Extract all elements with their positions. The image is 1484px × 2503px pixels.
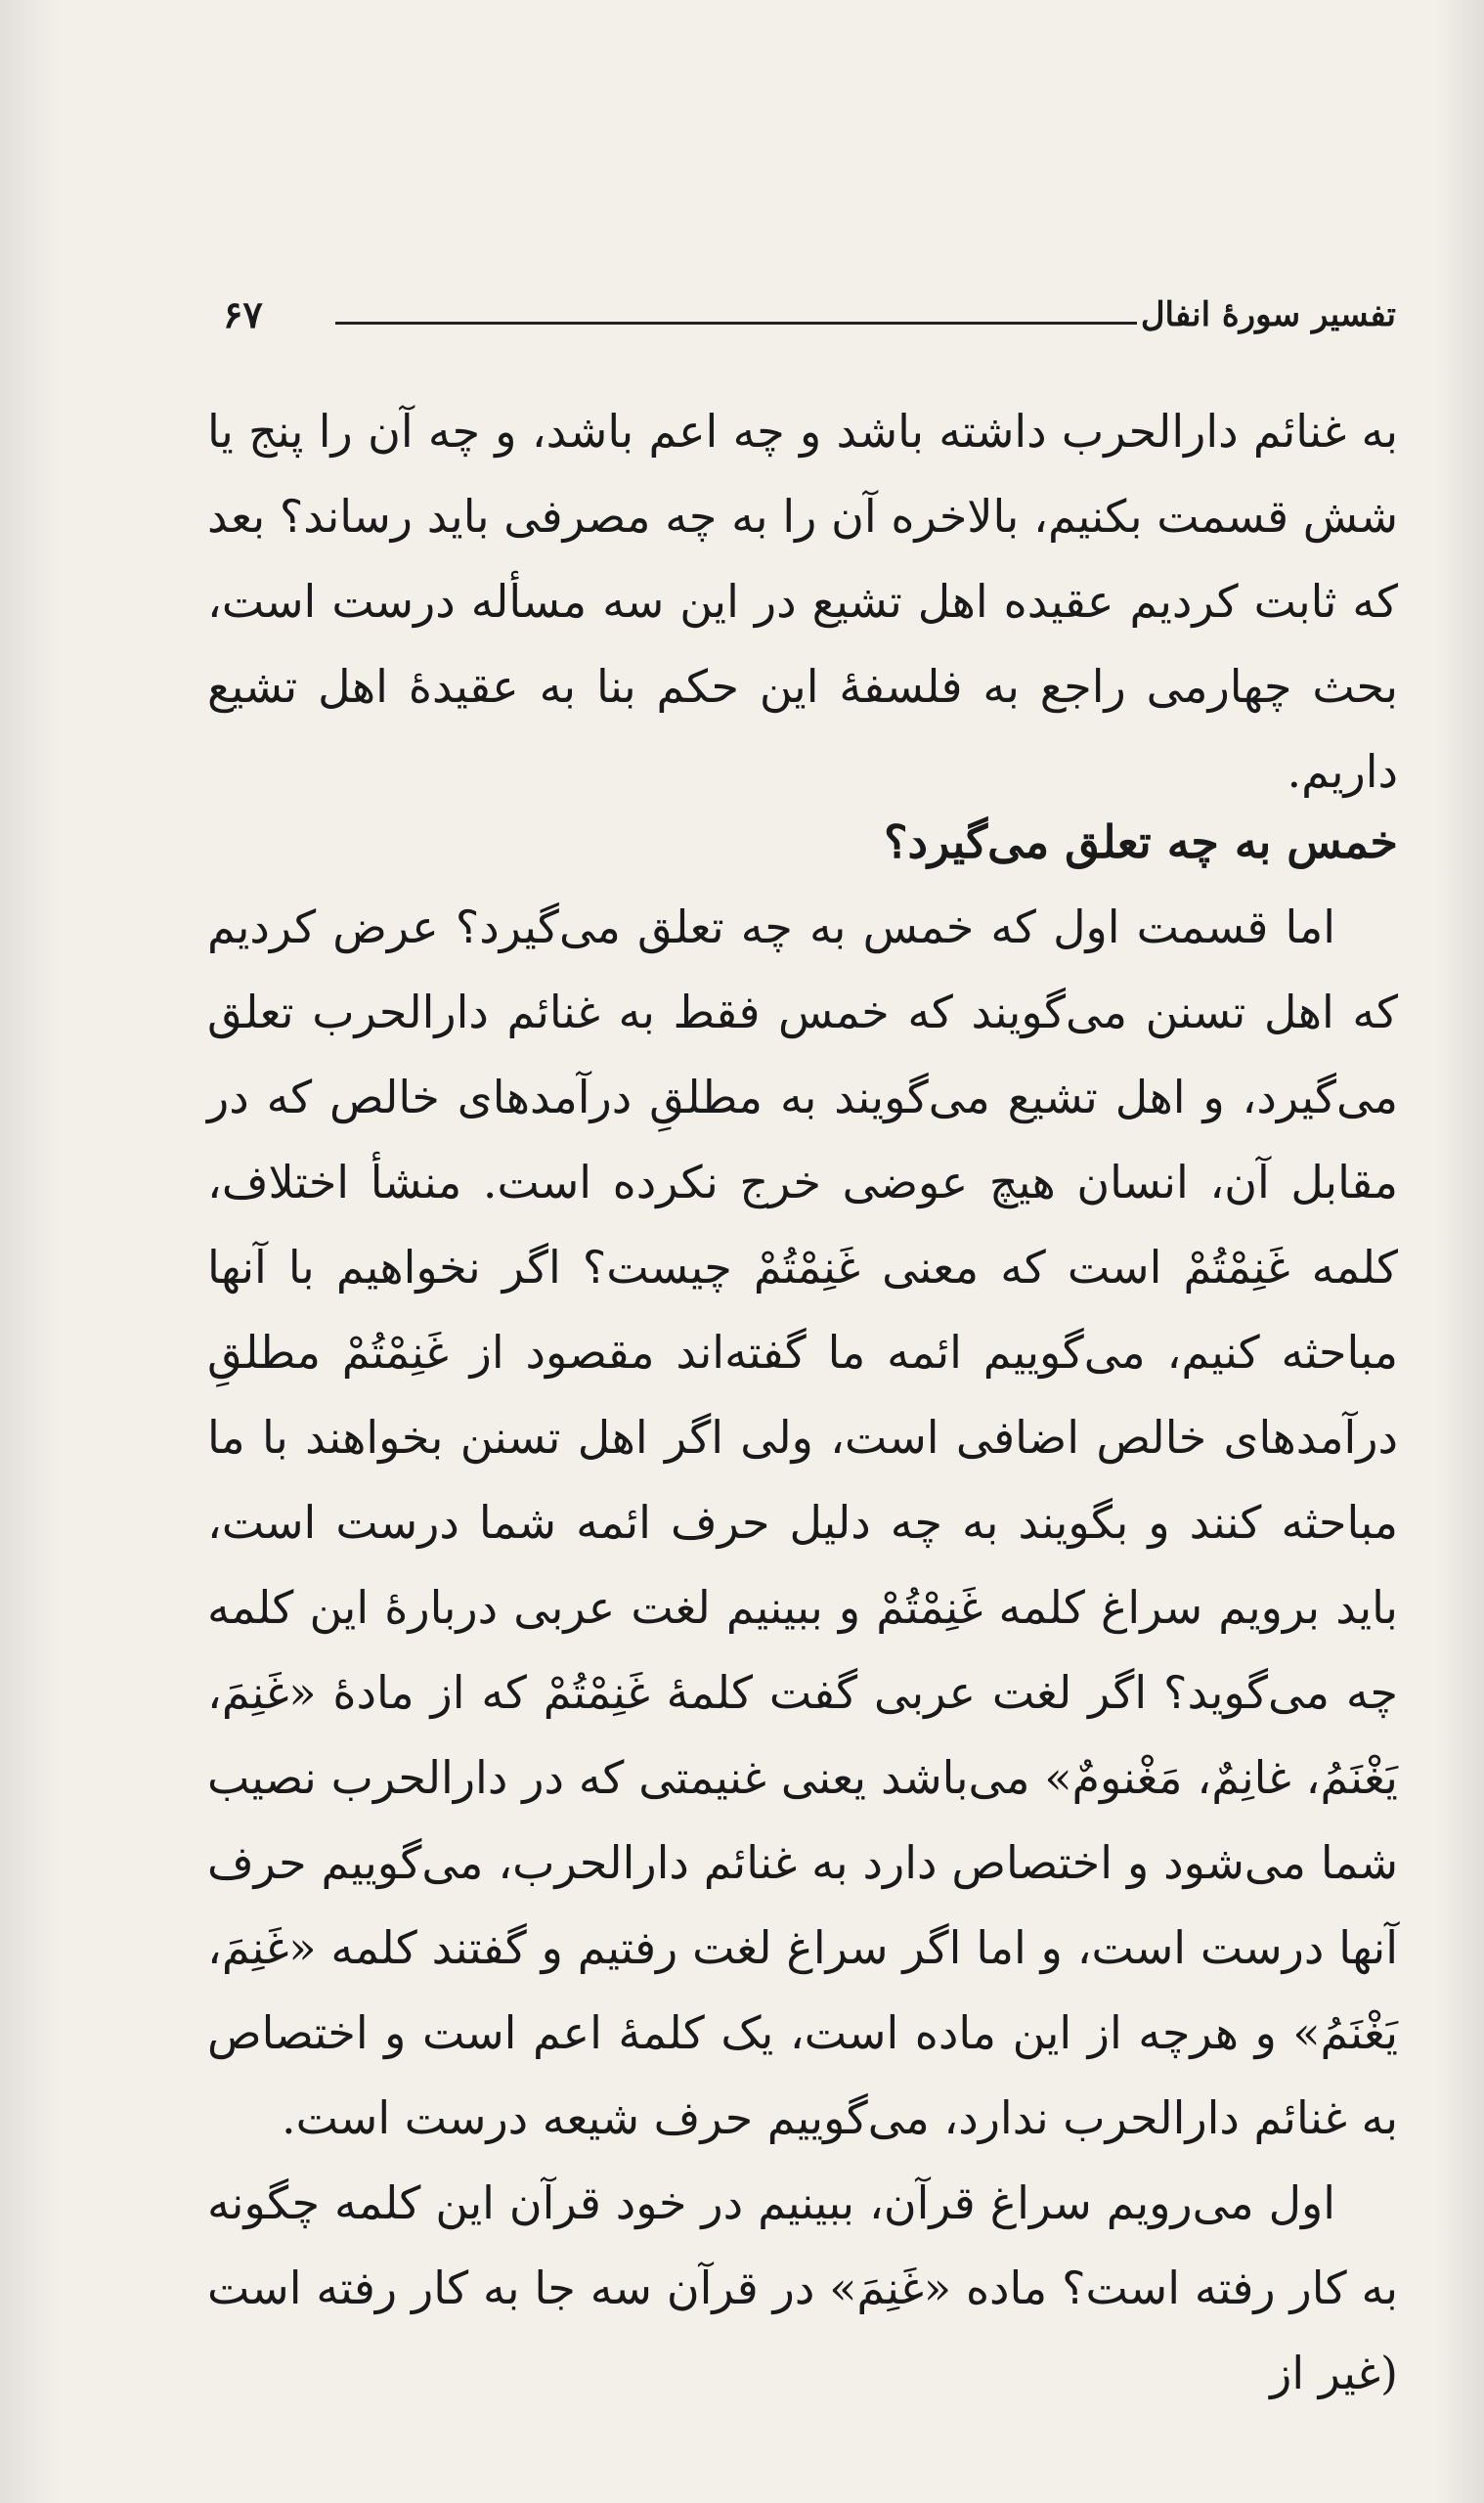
page-number: ۶۷ [223, 292, 263, 336]
running-head-rule [335, 322, 1137, 325]
paragraph-1: اما قسمت اول که خمس به چه تعلق می‌گیرد؟ عرض کردیم که اهل تسنن می‌گویند که خمس فقط به غنائم دارالحرب تعلق می‌گیرد، و اهل تشیع می‌گویند به مطلقِ درآمدهای خالص که در مقابل آن، انسان هیچ عوضی خرج نکرده است. منشأ اختلاف، کلمه غَنِمْتُمْ است که معنی غَنِمْتُمْ چیست؟ اگر نخواهیم با آنها مباحثه کنیم، می‌گوییم ائمه ما گفته‌اند مقصود از غَنِمْتُمْ مطلقِ درآمدهای خالص اضافی است، ولی اگر اهل تسنن بخواهند با ما مباحثه کنند و بگویند به چه دلیل حرف ائمه شما درست است، باید برویم سراغ کلمه غَنِمْتُمْ و ببینیم لغت عربی دربارهٔ این کلمه چه می‌گوید؟ اگر لغت عربی گفت کلمهٔ غَنِمْتُمْ که از مادهٔ «غَنِمَ، یَغْنَمُ، غانِمٌ، مَغْنومٌ» می‌باشد یعنی غنیمتی که در دارالحرب نصیب شما می‌شود و اختصاص دارد به غنائم دارالحرب، می‌گوییم حرف آنها درست است، و اما اگر سراغ لغت رفتیم و گفتند کلمه «غَنِمَ، یَغْنَمُ» و هرچه از این ماده است، یک کلمهٔ اعم است و اختصاص به غنائم دارالحرب ندارد، می‌گوییم حرف شیعه درست است. [207, 900, 1398, 2144]
paragraph-2: اول می‌رویم سراغ قرآن، ببینیم در خود قرآن این کلمه چگونه به کار رفته است؟ ماده «غَنِمَ» در قرآن سه جا به کار رفته است (غیر از [207, 2176, 1398, 2399]
intro-block [207, 389, 1398, 814]
running-head-title: تفسیر سورهٔ انفال [1140, 295, 1396, 334]
section-heading: خمس به چه تعلق می‌گیرد؟ [884, 815, 1398, 868]
section-block [207, 800, 1398, 2416]
running-head [223, 285, 1396, 344]
intro-paragraph: به غنائم دارالحرب داشته باشد و چه اعم باشد، و چه آن را پنج یا شش قسمت بکنیم، بالاخره آن را به چه مصرفی باید رساند؟ بعد که ثابت کردیم عقیده اهل تشیع در این سه مسأله درست است، بحث چهارمی راجع به فلسفهٔ این حکم بنا به عقیدهٔ اهل تشیع داریم. [207, 405, 1398, 798]
